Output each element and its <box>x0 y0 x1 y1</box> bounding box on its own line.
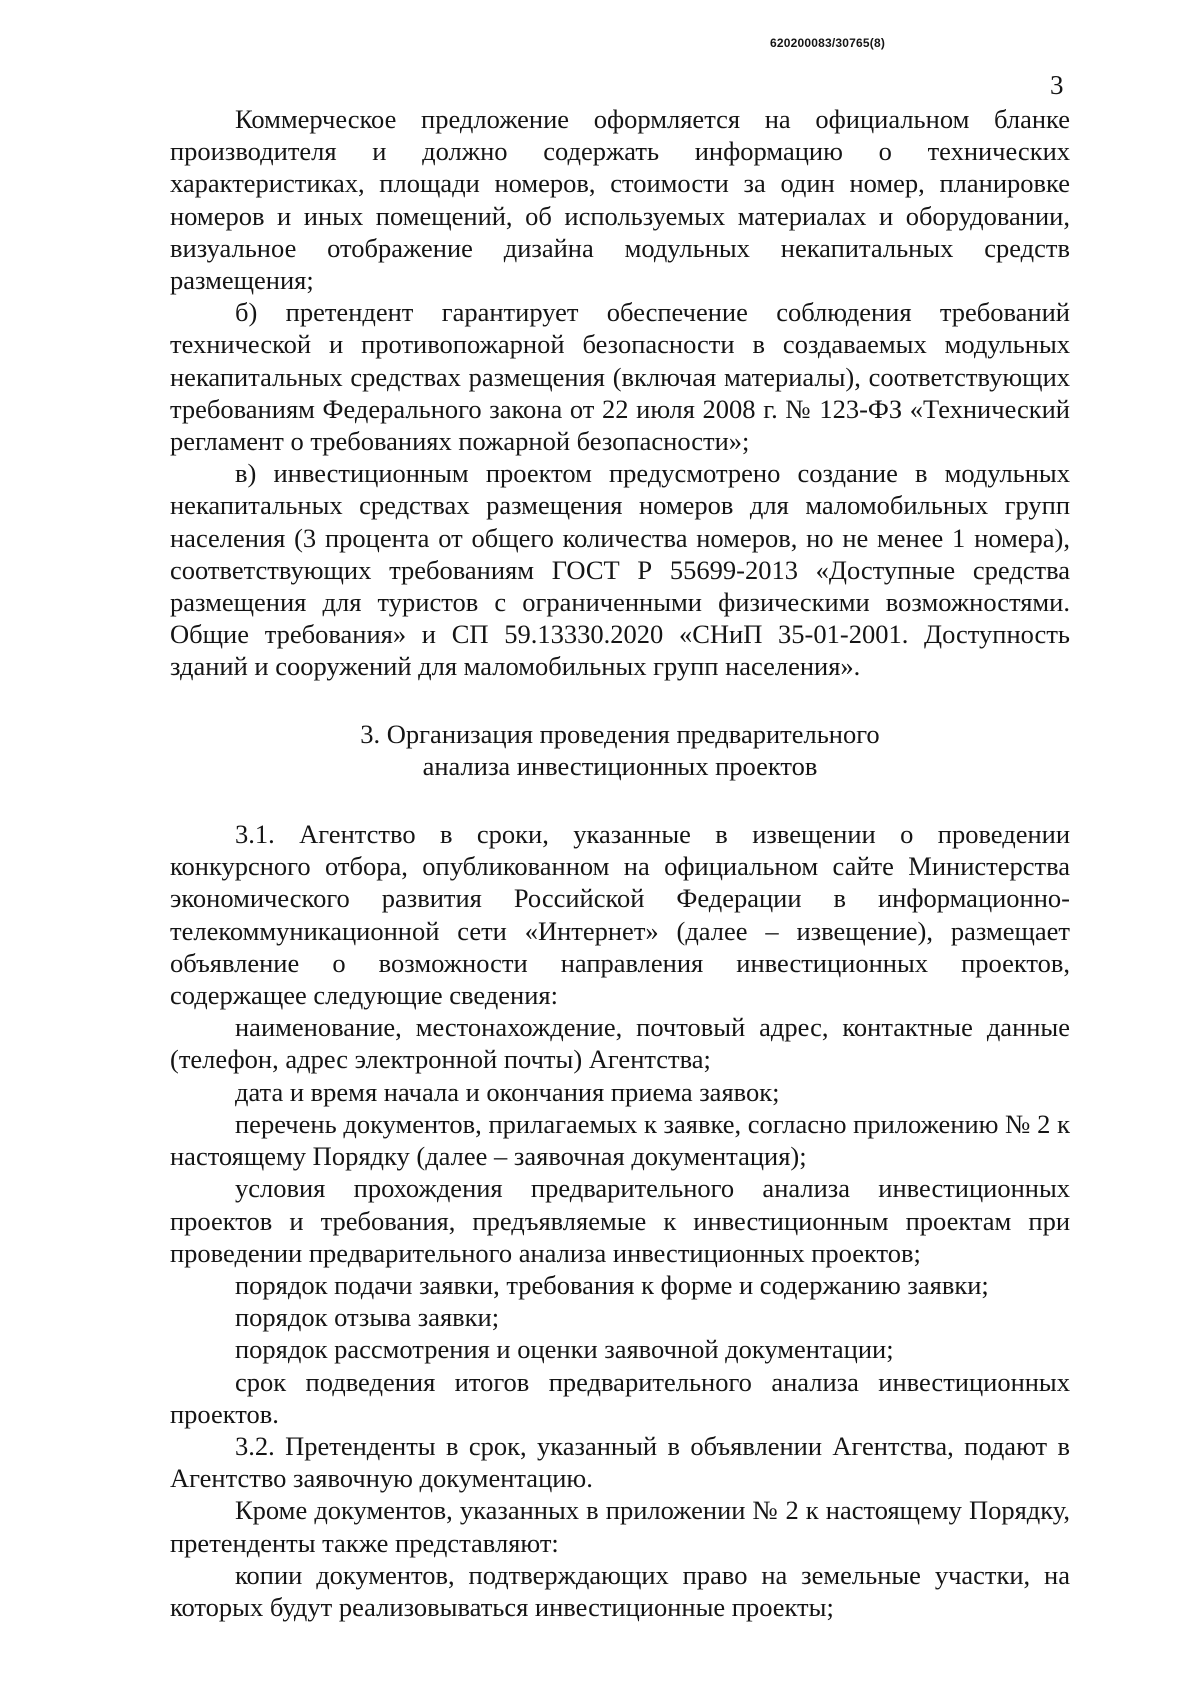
paragraph: б) претендент гарантирует обеспечение соблюдения требований технической и противопожарной безопасности в создаваемых модульных некапитальных средствах размещения (включая материалы), соответствующих требованиям Федерального закона от 22 июля 2008 г. № 123-ФЗ «Технический регламент о требованиях пожарной безопасности»; <box>170 297 1070 457</box>
paragraph: условия прохождения предварительного анализа инвестиционных проектов и требования, предъявляемые к инвестиционным проектам при проведении предварительного анализа инвестиционных проектов; <box>170 1173 1070 1268</box>
page-number: 3 <box>1050 70 1064 100</box>
section-heading-line: анализа инвестиционных проектов <box>422 750 818 781</box>
paragraph: порядок подачи заявки, требования к форме и содержанию заявки; <box>235 1269 989 1300</box>
paragraph: 3.1. Агентство в сроки, указанные в извещении о проведении конкурсного отбора, опубликованном на официальном сайте Министерства экономического развития Российской Федерации в информационно-телекоммуникационной сети «Интернет» (далее – извещение), размещает объявление о возможности направления инвестиционных проектов, содержащее следующие сведения: <box>170 819 1070 1011</box>
paragraph: копии документов, подтверждающих право на земельные участки, на которых будут реализовываться инвестиционные проекты; <box>170 1559 1070 1622</box>
section-heading <box>170 718 1070 782</box>
paragraph: порядок отзыва заявки; <box>235 1302 500 1333</box>
paragraph: в) инвестиционным проектом предусмотрено создание в модульных некапитальных средствах размещения номеров для маломобильных групп населения (3 процента от общего количества номеров, но не менее 1 номера), соответствующих требованиям ГОСТ Р 55699-2013 «Доступные средства размещения для туристов с ограниченными физическими возможностями. Общие требования» и СП 59.13330.2020 «СНиП 35-01-2001. Доступность зданий и сооружений для маломобильных групп населения». <box>170 458 1070 682</box>
document-body <box>170 103 1070 1623</box>
paragraph: 3.2. Претенденты в срок, указанный в объявлении Агентства, подают в Агентство заявочную документацию. <box>170 1430 1070 1494</box>
paragraph: порядок рассмотрения и оценки заявочной документации; <box>235 1334 894 1365</box>
paragraph: Кроме документов, указанных в приложении № 2 к настоящему Порядку, претенденты также представляют: <box>170 1495 1070 1558</box>
paragraph: дата и время начала и окончания приема заявок; <box>235 1076 780 1107</box>
paragraph: перечень документов, прилагаемых к заявке, согласно приложению № 2 к настоящему Порядку (далее – заявочная документация); <box>170 1108 1070 1172</box>
paragraph: Коммерческое предложение оформляется на официальном бланке производителя и должно содержать информацию о технических характеристиках, площади номеров, стоимости за один номер, планировке номеров и иных помещений, об используемых материалах и оборудовании, визуальное отображение дизайна модульных некапитальных средств размещения; <box>170 104 1070 296</box>
paragraph: срок подведения итогов предварительного анализа инвестиционных проектов. <box>170 1366 1070 1429</box>
paragraph: наименование, местонахождение, почтовый адрес, контактные данные (телефон, адрес электронной почты) Агентства; <box>170 1012 1070 1075</box>
section-heading-line: 3. Организация проведения предварительного <box>360 718 880 749</box>
document-id: 620200083/30765(8) <box>770 36 886 50</box>
